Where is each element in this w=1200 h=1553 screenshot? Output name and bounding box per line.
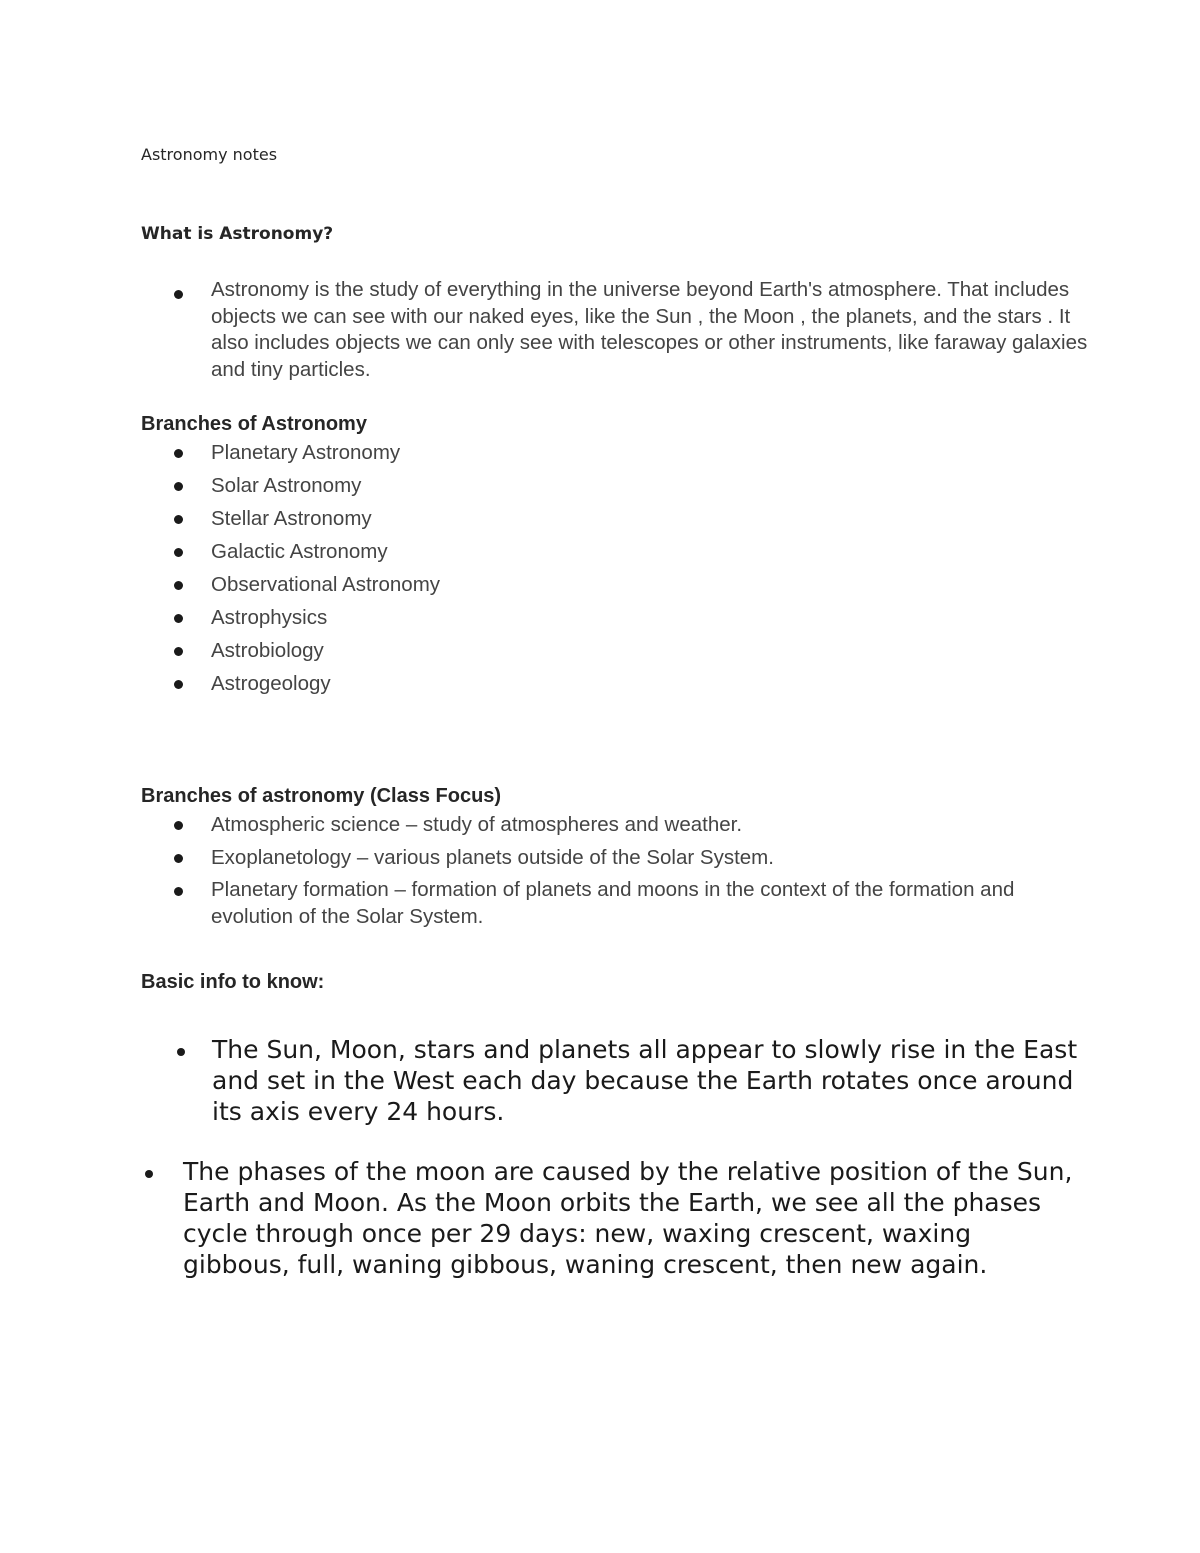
bullet-icon [174, 290, 183, 299]
list-item-text: Astrobiology [211, 639, 324, 662]
bullet-icon [177, 1048, 185, 1056]
bullet-icon [174, 449, 183, 458]
list-item-text: Planetary Astronomy [211, 441, 401, 464]
list-item [141, 601, 1041, 634]
list-item-text: Atmospheric science – study of atmospheres and weather. [211, 813, 743, 836]
heading-what-is-astronomy: What is Astronomy? [141, 224, 334, 244]
what-is-list [141, 277, 1101, 383]
list-item [141, 667, 1041, 700]
list-item-text: Exoplanetology – various planets outside of the Solar System. [211, 846, 774, 869]
list-item [141, 535, 1041, 568]
bullet-icon [174, 821, 183, 830]
heading-basic-info: Basic info to know: [141, 971, 325, 993]
heading-class-focus: Branches of astronomy (Class Focus) [141, 785, 502, 807]
list-item [141, 874, 1041, 930]
bullet-icon [174, 680, 183, 689]
list-item [141, 1034, 1081, 1127]
list-item [141, 436, 1041, 469]
bullet-icon [174, 887, 183, 896]
list-item-text: Astrogeology [211, 672, 331, 695]
list-item [141, 469, 1041, 502]
list-item-text: Solar Astronomy [211, 474, 362, 497]
basic-info-list [141, 1156, 1081, 1280]
basic-info-list [141, 1034, 1081, 1127]
list-item-text: Planetary formation – formation of planets and moons in the context of the formation and evolution of the Solar System. [211, 878, 1015, 928]
list-item [141, 634, 1041, 667]
list-item-text: Galactic Astronomy [211, 540, 388, 563]
list-item-text: Astronomy is the study of everything in the universe beyond Earth's atmosphere. That includes objects we can see with our naked eyes, like the Sun , the Moon , the planets, and the stars . It also includes objects we can only see with telescopes or other instruments, like faraway galaxies and tiny particles. [211, 278, 1088, 381]
bullet-icon [174, 647, 183, 656]
list-item [141, 841, 1041, 874]
document-title: Astronomy notes [141, 145, 278, 164]
bullet-icon [145, 1170, 153, 1178]
list-item [141, 568, 1041, 601]
list-item-text: The phases of the moon are caused by the relative position of the Sun, Earth and Moon. As the Moon orbits the Earth, we see all the phases cycle through once per 29 days: new, waxing crescent, waxing gibbous, full, waning gibbous, waning crescent, then new again. [183, 1157, 1073, 1279]
class-focus-list [141, 808, 1041, 930]
list-item-text: The Sun, Moon, stars and planets all appear to slowly rise in the East and set in the West each day because the Earth rotates once around its axis every 24 hours. [212, 1035, 1078, 1126]
list-item [141, 277, 1101, 383]
bullet-icon [174, 482, 183, 491]
list-item [141, 502, 1041, 535]
list-item-text: Stellar Astronomy [211, 507, 372, 530]
bullet-icon [174, 515, 183, 524]
list-item [141, 808, 1041, 841]
list-item-text: Observational Astronomy [211, 573, 441, 596]
bullet-icon [174, 548, 183, 557]
bullet-icon [174, 614, 183, 623]
heading-branches: Branches of Astronomy [141, 413, 367, 435]
bullet-icon [174, 581, 183, 590]
list-item-text: Astrophysics [211, 606, 328, 629]
bullet-icon [174, 854, 183, 863]
list-item [141, 1156, 1081, 1280]
branches-list [141, 436, 1041, 700]
